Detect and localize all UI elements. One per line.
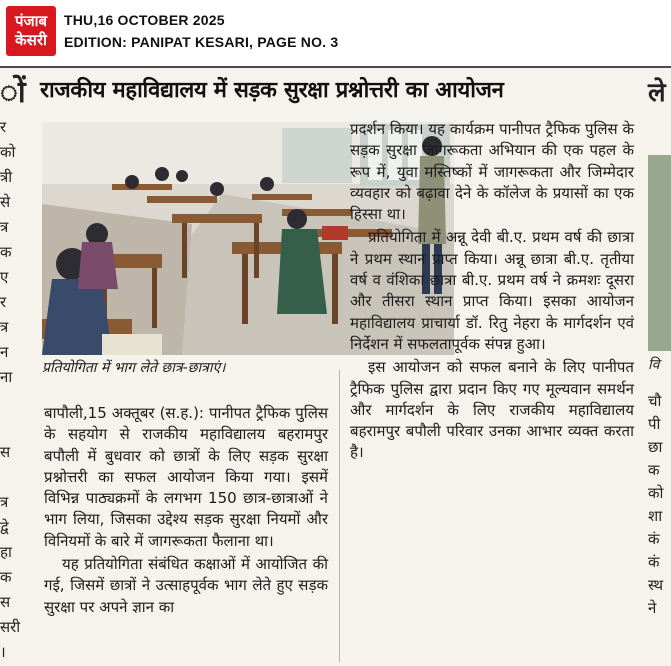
article-paragraph: प्रतियोगिता में अन्नू देवी बी.ए. प्रथम वर्ष की छात्रा ने प्रथम स्थान प्राप्त किया। अन्नू छात्रा बी.ए. तृतीया वर्ष व वंशिका छात्रा बी.ए. प्रथम वर्ष ने क्रमशः दूसरा और तीसरा स्थान प्राप्त किया। इसका आयोजन महाविद्यालय प्राचार्या डॉ. रितु नेहरा के मार्गदर्शन एवं निर्देशन में सफलतापूर्वक संपन्न हुआ। bbox=[350, 228, 634, 353]
adjacent-right-line: ने bbox=[648, 599, 657, 617]
adjacent-article-right bbox=[648, 67, 671, 666]
adjacent-right-text bbox=[648, 390, 671, 620]
adjacent-right-line: चौ bbox=[648, 392, 662, 410]
edition-label: EDITION: PANIPAT KESARI, PAGE NO. 3 bbox=[64, 34, 339, 50]
photo-caption: प्रतियोगिता में भाग लेते छात्र-छात्राएं। bbox=[42, 360, 226, 376]
adjacent-left-line: त्री bbox=[0, 168, 13, 186]
article-paragraph: बापौली,15 अक्तूबर (स.ह.): पानीपत ट्रैफिक पुलिस के सहयोग से राजकीय महाविद्यालय बहरामपुर बपौली में बुधवार को छात्रों के लिए सड़क सुरक्षा प्रश्नोत्तरी का सफल आयोजन किया गया। इसमें विभिन्न पाठ्यक्रमों के लगभग 150 छात्र-छात्राओं ने भाग लिया, जिसका उद्देश्य सड़क सुरक्षा नियमों और विनियमों के बारे में जागरूकता फैलाना था। bbox=[44, 404, 328, 550]
adjacent-left-text bbox=[0, 115, 21, 665]
adjacent-left-line: सरी bbox=[0, 618, 21, 636]
publication-date: THU,16 OCTOBER 2025 bbox=[64, 12, 225, 28]
adjacent-left-line: क bbox=[0, 243, 12, 261]
article-paragraph: इस आयोजन को सफल बनाने के लिए पानीपत ट्रैफिक पुलिस द्वारा प्रदान किए गए मूल्यवान समर्थन और मार्गदर्शन के लिए राजकीय महाविद्यालय बहरामपुर बपौली परिवार उनका आभार व्यक्त करता है। bbox=[350, 358, 634, 462]
adjacent-left-line: ना bbox=[0, 368, 13, 386]
edition-info bbox=[64, 9, 338, 53]
adjacent-left-heading: ों bbox=[0, 75, 26, 110]
adjacent-left-line: हा bbox=[0, 543, 12, 561]
adjacent-right-line: को bbox=[648, 484, 664, 502]
adjacent-left-line: स bbox=[0, 443, 11, 461]
column-divider bbox=[339, 370, 340, 662]
article-column-1 bbox=[44, 403, 328, 620]
masthead bbox=[0, 0, 671, 68]
article-paragraph: यह प्रतियोगिता संबंधित कक्षाओं में आयोजित की गई, जिसमें छात्रों ने उत्साहपूर्वक भाग लेते हुए सड़क सुरक्षा पर अपने ज्ञान का bbox=[44, 555, 328, 616]
adjacent-left-line: द्वे bbox=[0, 518, 9, 536]
adjacent-right-line: क bbox=[648, 461, 660, 479]
adjacent-left-line: क bbox=[0, 568, 12, 586]
adjacent-article-left bbox=[0, 67, 26, 666]
newspaper-logo bbox=[6, 6, 56, 56]
logo-line-1: पंजाब bbox=[14, 12, 48, 30]
adjacent-right-line: पी bbox=[648, 415, 661, 433]
adjacent-right-line: स्थ bbox=[648, 576, 664, 594]
article-paragraph: प्रदर्शन किया। यह कार्यक्रम पानीपत ट्रैफिक पुलिस के सड़क सुरक्षा जागरूकता अभियान की एक पहल के रूप में, युवा मस्तिष्कों में जागरूकता और जिम्मेदार व्यवहार को बढ़ावा देने के कॉलेज के प्रयासों का एक हिस्सा था। bbox=[350, 120, 634, 224]
adjacent-left-line: ए bbox=[0, 268, 9, 286]
article-column-2 bbox=[350, 119, 634, 466]
adjacent-left-line: त्र bbox=[0, 493, 9, 511]
adjacent-left-line: त्र bbox=[0, 218, 9, 236]
adjacent-right-line: कं bbox=[648, 530, 660, 548]
adjacent-left-line: स bbox=[0, 593, 11, 611]
adjacent-right-line: शा bbox=[648, 507, 663, 525]
adjacent-left-line bbox=[0, 415, 16, 440]
adjacent-right-line: कं bbox=[648, 553, 660, 571]
adjacent-left-line: र bbox=[0, 293, 7, 311]
adjacent-right-line: छा bbox=[648, 438, 663, 456]
adjacent-left-line: न bbox=[0, 343, 9, 361]
adjacent-right-heading: ले bbox=[648, 78, 666, 108]
adjacent-left-line: र bbox=[0, 118, 7, 136]
adjacent-right-photo bbox=[648, 155, 671, 351]
adjacent-left-line: । bbox=[0, 643, 6, 661]
logo-line-2: केसरी bbox=[15, 31, 47, 49]
adjacent-left-line bbox=[0, 465, 16, 490]
adjacent-right-caption: वि bbox=[648, 357, 660, 373]
adjacent-left-line bbox=[0, 390, 16, 415]
article-headline: राजकीय महाविद्यालय में सड़क सुरक्षा प्रश्नोत्तरी का आयोजन bbox=[40, 78, 504, 103]
adjacent-left-line: त्र bbox=[0, 318, 9, 336]
adjacent-left-line: को bbox=[0, 143, 16, 161]
adjacent-left-line: से bbox=[0, 193, 11, 211]
